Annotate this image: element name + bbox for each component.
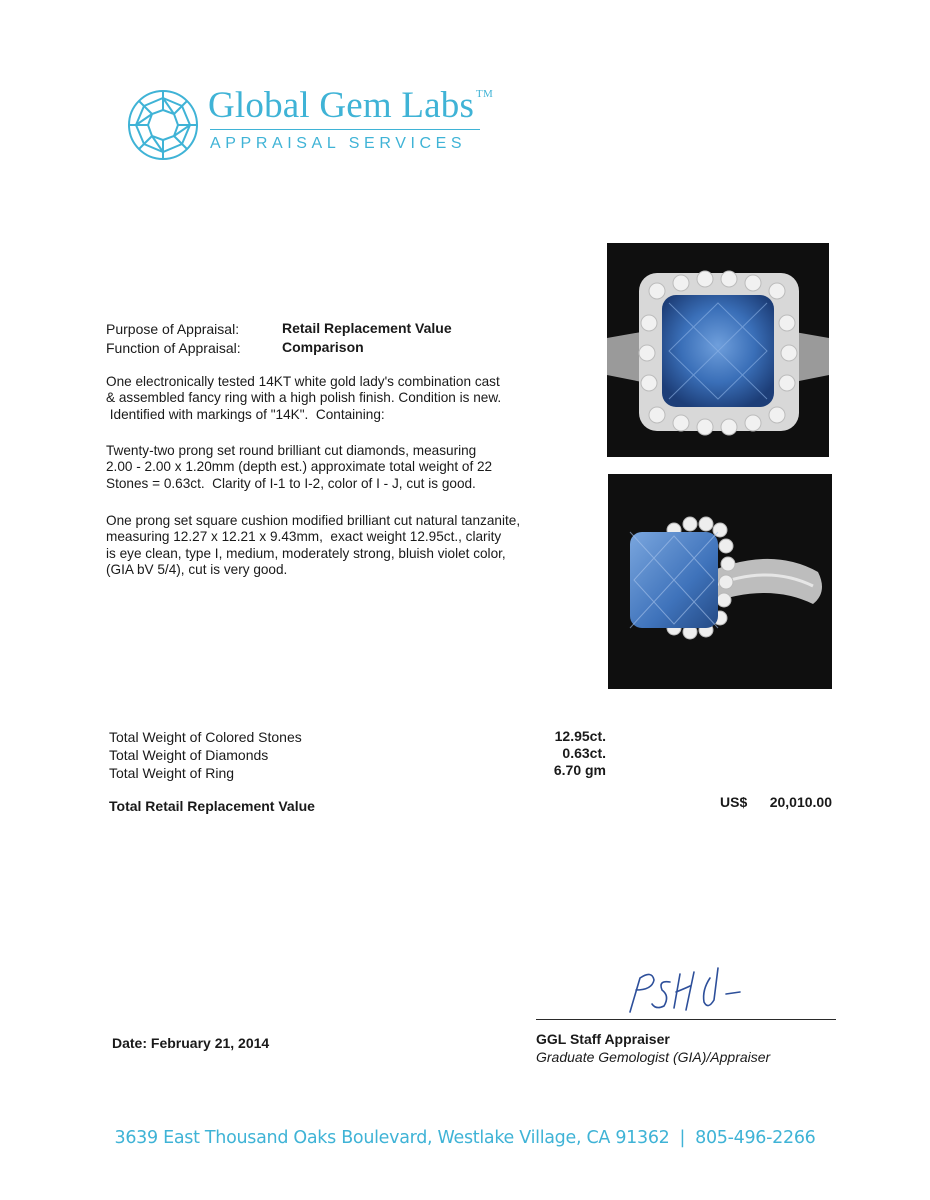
tanzanite-description-line: measuring 12.27 x 12.21 x 9.43mm, exact weight 12.95ct., clarity xyxy=(106,529,502,545)
diamond-description-line: Stones = 0.63ct. Clarity of I-1 to I-2, color of I - J, cut is good. xyxy=(106,475,476,491)
brand-name xyxy=(208,84,493,127)
colored-stones-value: 12.95ct. xyxy=(554,728,606,744)
diamonds-weight-value: 0.63ct. xyxy=(562,745,606,761)
footer-separator: | xyxy=(679,1128,686,1148)
brand-tagline: APPRAISAL SERVICES xyxy=(210,135,467,152)
purpose-value: Retail Replacement Value xyxy=(282,320,452,336)
tanzanite-description xyxy=(106,513,520,578)
appraisal-date: Date: February 21, 2014 xyxy=(112,1035,270,1051)
diamonds-weight-label: Total Weight of Diamonds xyxy=(109,747,269,763)
diamond-description-line: Twenty-two prong set round brilliant cut diamonds, measuring xyxy=(106,443,477,458)
signer-subtitle: Graduate Gemologist (GIA)/Appraiser xyxy=(536,1049,771,1065)
purpose-label: Purpose of Appraisal: xyxy=(106,321,240,337)
ring-weight-value: 6.70 gm xyxy=(553,762,606,778)
ring-description-line: & assembled fancy ring with a high polish finish. Condition is new. xyxy=(106,390,502,406)
ring-photo-side xyxy=(608,474,832,689)
brand-divider xyxy=(210,129,480,130)
brand-name-text: Global Gem Labs xyxy=(208,85,475,126)
function-value: Comparison xyxy=(282,339,364,355)
ring-weight-label: Total Weight of Ring xyxy=(109,765,235,781)
footer-phone: 805-496-2266 xyxy=(695,1128,816,1148)
diamond-description xyxy=(106,443,492,492)
gem-logo-icon xyxy=(126,88,200,162)
diamond-description-line: 2.00 - 2.00 x 1.20mm (depth est.) approximate total weight of 22 xyxy=(106,459,493,475)
footer-address: 3639 East Thousand Oaks Boulevard, Westlake Village, CA 91362 xyxy=(114,1128,670,1148)
retail-value: 20,010.00 xyxy=(769,794,832,810)
colored-stones-label: Total Weight of Colored Stones xyxy=(109,729,302,745)
tanzanite-description-line: is eye clean, type I, medium, moderately strong, bluish violet color, xyxy=(106,545,506,561)
appraiser-signature xyxy=(618,960,748,1020)
ring-description xyxy=(106,374,501,423)
tanzanite-description-line: One prong set square cushion modified brilliant cut natural tanzanite, xyxy=(106,513,521,528)
function-label: Function of Appraisal: xyxy=(106,340,241,356)
footer-contact xyxy=(0,1128,930,1148)
tanzanite-description-line: (GIA bV 5/4), cut is very good. xyxy=(106,561,288,577)
currency: US$ xyxy=(720,794,748,810)
signature-line xyxy=(536,1019,836,1020)
ring-description-line: One electronically tested 14KT white gold lady's combination cast xyxy=(106,374,500,389)
ring-photo-top xyxy=(607,243,829,457)
ring-description-line: Identified with markings of "14K". Containing: xyxy=(106,406,385,422)
retail-value-label: Total Retail Replacement Value xyxy=(109,798,315,814)
trademark: TM xyxy=(476,88,493,100)
signer-title: GGL Staff Appraiser xyxy=(536,1031,670,1047)
